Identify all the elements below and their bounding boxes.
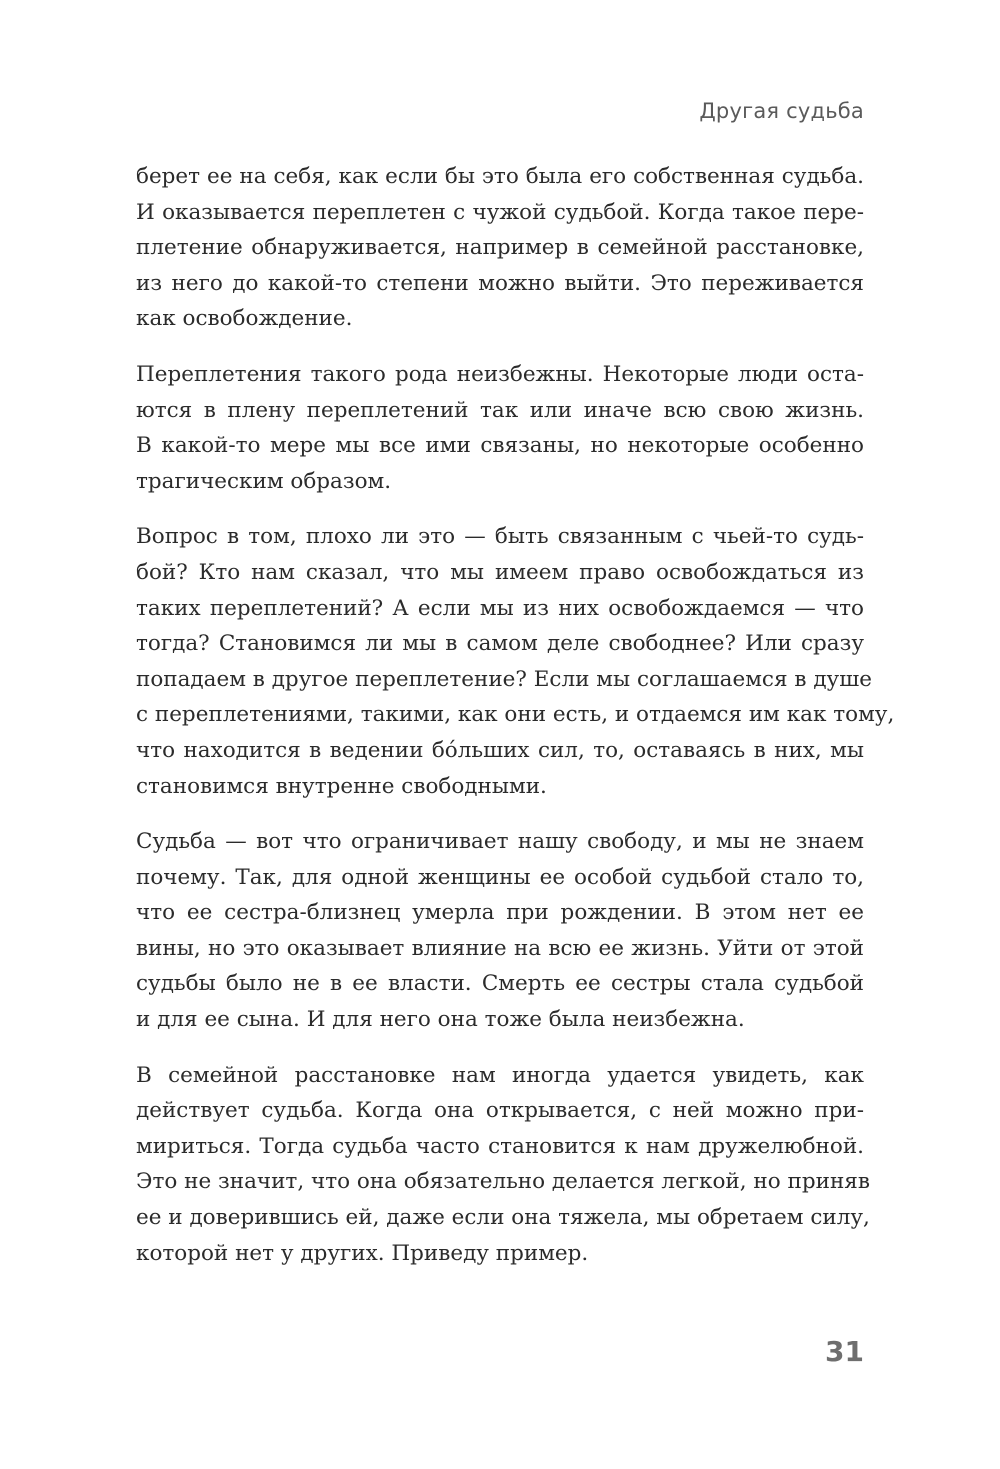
text-line: из него до какой-то степени можно выйти. Это переживается: [136, 270, 864, 296]
text-line: трагическим образом.: [136, 468, 392, 494]
paragraph: [136, 357, 864, 499]
text-line: становимся внутренне свободными.: [136, 773, 547, 799]
page-number: 31: [825, 1335, 864, 1368]
text-line: действует судьба. Когда она открывается, с ней можно при-: [136, 1098, 864, 1124]
text-line: и для ее сына. И для него она тоже была неизбежна.: [136, 1007, 745, 1033]
running-head: Другая судьба: [699, 99, 864, 123]
text-line: берет ее на себя, как если бы это была его собственная судьба.: [136, 164, 864, 189]
text-line: которой нет у других. Приведу пример.: [136, 1240, 589, 1266]
text-line: Судьба — вот что ограничивает нашу свободу, и мы не знаем: [136, 829, 864, 855]
body-text: [136, 159, 895, 1291]
text-line: с переплетениями, такими, как они есть, и отдаемся им как тому,: [136, 702, 895, 728]
text-line: что находится в ведении бóльших сил, то, оставаясь в них, мы: [136, 737, 864, 763]
text-line: почему. Так, для одной женщины ее особой судьбой стало то,: [136, 864, 864, 890]
text-line: Вопрос в том, плохо ли это — быть связанным с чьей-то судь-: [136, 524, 864, 550]
text-line: как освобождение.: [136, 306, 353, 332]
text-line: мириться. Тогда судьба часто становится к нам дружелюбной.: [136, 1133, 864, 1159]
text-line: бой? Кто нам сказал, что мы имеем право освобождаться из: [136, 559, 864, 585]
text-line: Это не значит, что она обязательно делается легкой, но приняв: [136, 1169, 870, 1195]
text-line: В какой-то мере мы все ими связаны, но некоторые особенно: [136, 433, 864, 459]
paragraph: [136, 519, 895, 804]
text-line: ются в плену переплетений так или иначе всю свою жизнь.: [136, 397, 864, 423]
paragraph: [136, 824, 864, 1038]
text-line: ее и доверившись ей, даже если она тяжела, мы обретаем силу,: [136, 1205, 870, 1231]
text-line: В семейной расстановке нам иногда удается увидеть, как: [136, 1062, 864, 1088]
text-line: тогда? Становимся ли мы в самом деле свободнее? Или сразу: [136, 631, 864, 657]
text-line: что ее сестра-близнец умерла при рождении. В этом нет ее: [136, 900, 864, 926]
text-line: Переплетения такого рода неизбежны. Некоторые люди оста-: [136, 361, 864, 387]
text-line: вины, но это оказывает влияние на всю ее жизнь. Уйти от этой: [136, 935, 864, 961]
text-line: таких переплетений? А если мы из них освобождаемся — что: [136, 595, 864, 621]
text-line: плетение обнаруживается, например в семейной расстановке,: [136, 235, 864, 261]
text-line: попадаем в другое переплетение? Если мы соглашаемся в душе: [136, 666, 872, 692]
text-line: И оказывается переплетен с чужой судьбой. Когда такое пере-: [136, 199, 864, 225]
text-line: судьбы было не в ее власти. Смерть ее сестры стала судьбой: [136, 971, 864, 997]
paragraph: [136, 159, 864, 337]
paragraph: [136, 1058, 870, 1272]
